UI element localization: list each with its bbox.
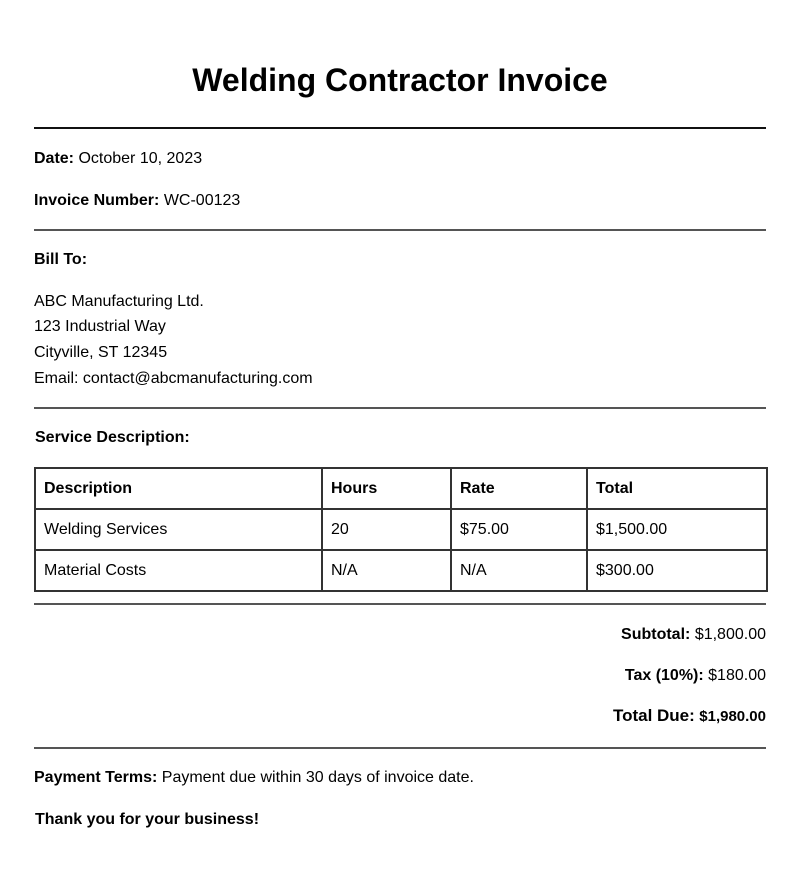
bill-to-line: ABC Manufacturing Ltd. — [34, 293, 204, 310]
table-cell: 20 — [322, 509, 451, 550]
subtotal — [621, 625, 766, 645]
bill-to-line: 123 Industrial Way — [34, 318, 166, 335]
tax-label: Tax (10%): — [624, 667, 704, 684]
total-due-label: Total Due: — [612, 706, 695, 725]
column-header: Rate — [451, 468, 587, 509]
invoice-number-value: WC-00123 — [163, 192, 241, 209]
thank-you-note — [35, 810, 259, 830]
divider — [34, 229, 766, 231]
thank-you-text: Thank you for your business! — [35, 811, 260, 828]
service-label: Service Description: — [35, 429, 190, 446]
divider — [34, 747, 766, 749]
column-header: Hours — [322, 468, 451, 509]
invoice-title: Welding Contractor Invoice — [192, 62, 608, 98]
service-heading — [35, 428, 190, 448]
tax-value: $180.00 — [708, 667, 766, 684]
table-cell: N/A — [322, 550, 451, 591]
service-table — [34, 467, 768, 592]
table-cell: Welding Services — [35, 509, 322, 550]
bill-to-heading — [34, 250, 87, 270]
divider — [34, 407, 766, 409]
bill-to-email: Email: contact@abcmanufacturing.com — [34, 370, 313, 387]
table-cell: N/A — [451, 550, 587, 591]
total-due-value: $1,980.00 — [699, 708, 766, 725]
table-row — [35, 509, 767, 550]
divider — [34, 603, 766, 605]
payment-terms — [34, 768, 474, 788]
table-cell: $75.00 — [451, 509, 587, 550]
tax — [625, 666, 766, 686]
table-cell: $1,500.00 — [587, 509, 767, 550]
invoice-date — [34, 149, 202, 169]
invoice-number — [34, 191, 240, 211]
date-label: Date: — [34, 150, 75, 167]
payment-terms-value: Payment due within 30 days of invoice date. — [161, 769, 474, 786]
subtotal-value: $1,800.00 — [694, 626, 766, 643]
payment-terms-label: Payment Terms: — [34, 769, 158, 786]
invoice-number-label: Invoice Number: — [34, 192, 160, 209]
date-value: October 10, 2023 — [78, 150, 203, 167]
table-cell: Material Costs — [35, 550, 322, 591]
column-header: Total — [587, 468, 767, 509]
bill-to-line: Cityville, ST 12345 — [34, 344, 168, 361]
divider — [34, 127, 766, 129]
table-header-row — [35, 468, 767, 509]
total-due — [613, 706, 766, 727]
subtotal-label: Subtotal: — [621, 626, 691, 643]
table-cell: $300.00 — [587, 550, 767, 591]
column-header: Description — [35, 468, 322, 509]
bill-to-label: Bill To: — [34, 251, 88, 268]
table-row — [35, 550, 767, 591]
